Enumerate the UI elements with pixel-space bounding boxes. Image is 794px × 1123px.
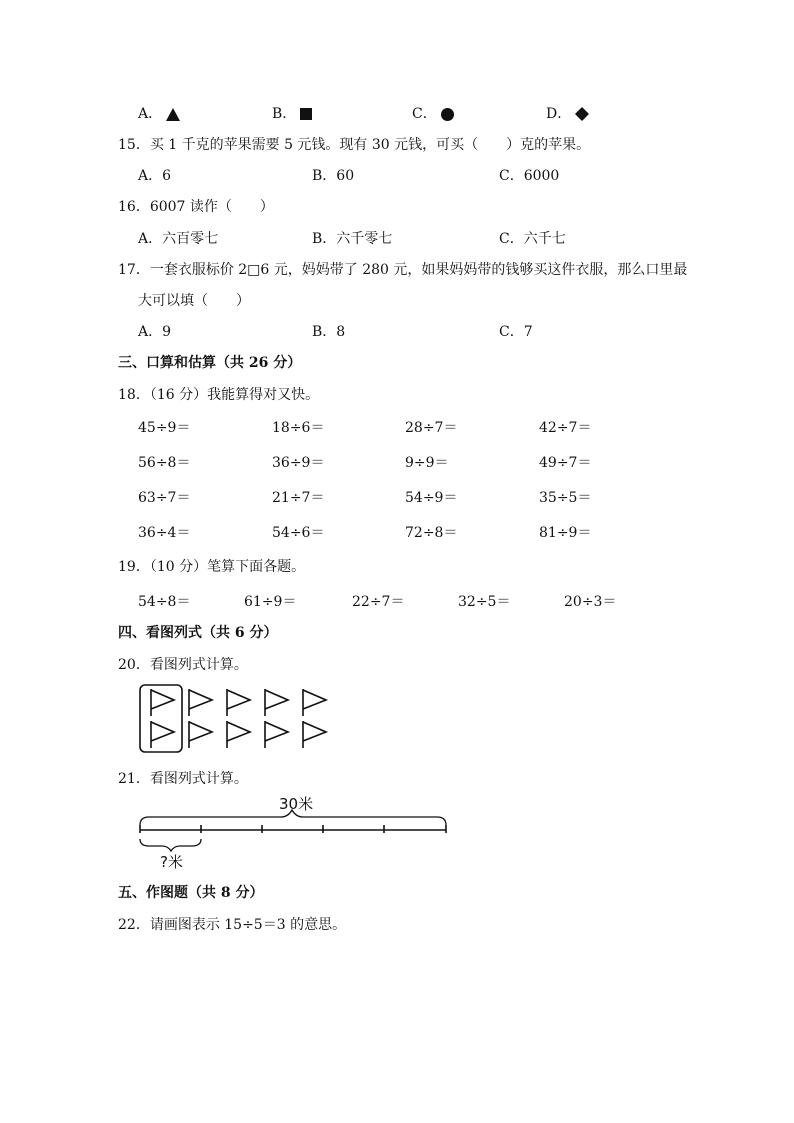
q20-question: 20．看图列式计算。	[118, 657, 248, 673]
q22-question: 22．请画图表示 15÷5＝3 的意思。	[118, 917, 347, 933]
circle-icon	[441, 108, 454, 121]
section-4-title: 四、看图列式（共 6 分）	[118, 625, 278, 641]
square-icon	[300, 108, 312, 120]
q16-option-a: A．六百零七	[138, 231, 219, 247]
q18-item: 49÷7＝	[539, 455, 592, 471]
flag-icon	[227, 689, 250, 716]
q14-option-b	[272, 103, 312, 123]
q18-item: 35÷5＝	[539, 490, 592, 506]
q19-item: 22÷7＝	[352, 594, 405, 610]
q18-item: 9÷9＝	[405, 455, 449, 471]
part-brace	[140, 839, 201, 851]
q14-option-a	[138, 103, 180, 123]
q18-item: 21÷7＝	[272, 490, 325, 506]
q18-item: 42÷7＝	[539, 420, 592, 436]
q18-item: 63÷7＝	[138, 490, 191, 506]
q15-question: 15．买 1 千克的苹果需要 5 元钱。现有 30 元钱，可买（ ）克的苹果。	[118, 137, 591, 153]
q17-option-b: B．8	[312, 324, 346, 340]
q19-item: 61÷9＝	[244, 594, 297, 610]
q19-item: 54÷8＝	[138, 594, 191, 610]
diamond-icon	[575, 107, 589, 121]
q19-item: 20÷3＝	[564, 594, 617, 610]
flag-icon	[265, 689, 288, 716]
part-label: ?米	[160, 853, 183, 871]
section-3-title: 三、口算和估算（共 26 分）	[118, 355, 302, 371]
q19-item: 32÷5＝	[458, 594, 511, 610]
flag-icon	[151, 689, 174, 716]
q18-item: 45÷9＝	[138, 420, 191, 436]
q18-item: 56÷8＝	[138, 455, 191, 471]
q17-option-a: A．9	[138, 324, 172, 340]
section-5-title: 五、作图题（共 8 分）	[118, 885, 264, 901]
q17-option-c: C．7	[499, 324, 533, 340]
q21-question: 21．看图列式计算。	[118, 771, 248, 787]
q18-item: 36÷4＝	[138, 525, 191, 541]
q18-item: 81÷9＝	[539, 525, 592, 541]
option-label: B．	[272, 106, 297, 122]
q15-option-a: A．6	[138, 168, 172, 184]
segment-diagram	[137, 795, 449, 871]
q19-question: 19．（10 分）笔算下面各题。	[118, 559, 306, 575]
q14-option-c	[412, 103, 454, 123]
flag-icon	[303, 689, 326, 716]
flag-icon	[151, 721, 174, 748]
q16-question: 16．6007 读作（ ）	[118, 199, 274, 215]
q18-item: 18÷6＝	[272, 420, 325, 436]
triangle-icon	[166, 108, 180, 121]
flag-icon	[189, 721, 212, 748]
q17-question-line2: 大可以填（ ）	[138, 293, 250, 309]
flag-icon	[227, 721, 250, 748]
q18-question: 18．（16 分）我能算得对又快。	[118, 387, 320, 403]
q14-option-d	[546, 103, 589, 123]
q18-item: 72÷8＝	[405, 525, 458, 541]
q16-option-c: C．六千七	[499, 231, 566, 247]
q16-option-b: B．六千零七	[312, 231, 393, 247]
q15-option-c: C．6000	[499, 168, 560, 184]
option-label: A．	[138, 106, 163, 122]
flag-icon	[189, 689, 212, 716]
total-label: 30米	[279, 795, 314, 813]
q18-item: 28÷7＝	[405, 420, 458, 436]
q17-question-line1: 17．一套衣服标价 2□6 元，妈妈带了 280 元，如果妈妈带的钱够买这件衣服，那么口里最	[118, 262, 688, 278]
q18-item: 54÷6＝	[272, 525, 325, 541]
q18-item: 36÷9＝	[272, 455, 325, 471]
flags-figure	[137, 683, 329, 755]
flag-icon	[303, 721, 326, 748]
flag-icon	[265, 721, 288, 748]
q15-option-b: B．60	[312, 168, 355, 184]
q18-item: 54÷9＝	[405, 490, 458, 506]
option-label: C．	[412, 106, 437, 122]
option-label: D．	[546, 106, 572, 122]
